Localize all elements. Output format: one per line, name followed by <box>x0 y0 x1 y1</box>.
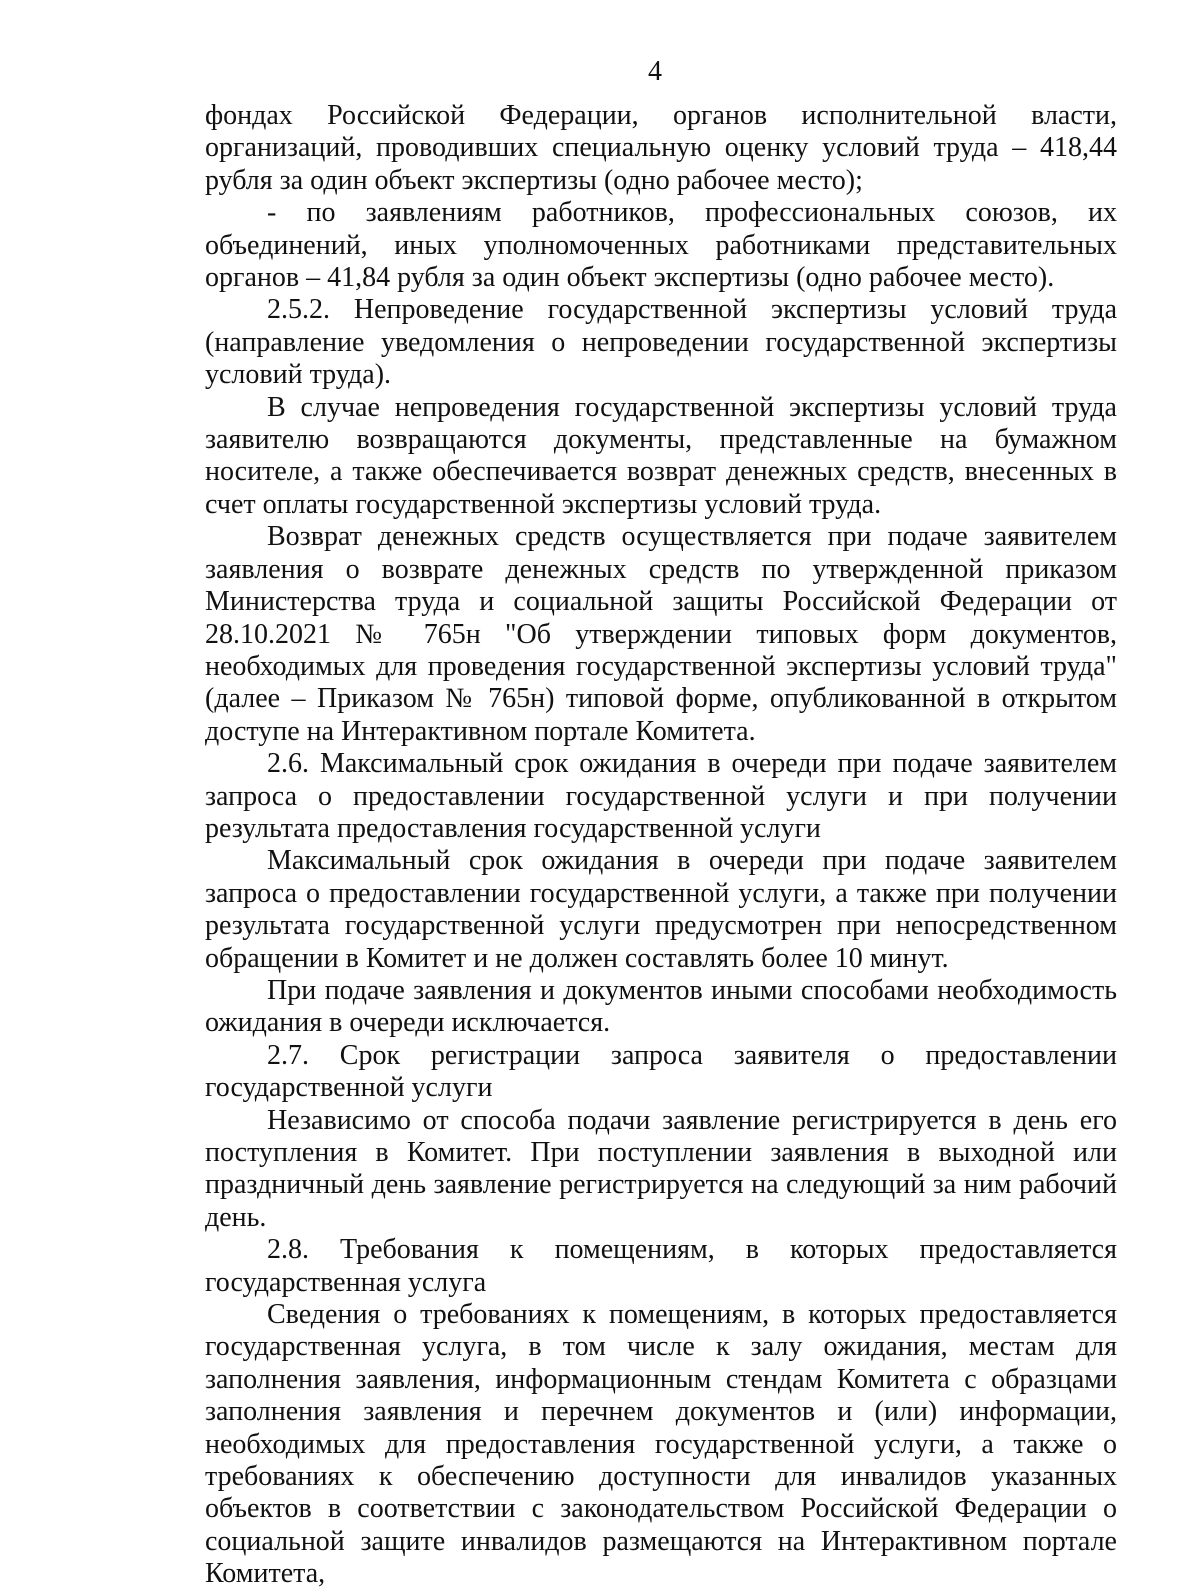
paragraph-other-methods: При подаче заявления и документов иными способами необходимость ожидания в очереди исключается. <box>205 974 1117 1039</box>
paragraph-refund: Возврат денежных средств осуществляется при подаче заявителем заявления о возврате денежных средств по утвержденной приказом Министерства труда и социальной защиты Российской Федерации от 28.10.2021 № 765н "Об утверждении типовых форм документов, необходимых для проведения государственной экспертизы условий труда" (далее – Приказом № 765н) типовой форме, опубликованной в открытом доступе на Интерактивном портале Комитета. <box>205 521 1117 747</box>
page-number: 4 <box>648 56 662 87</box>
section-heading-2-8: 2.8. Требования к помещениям, в которых предоставляется государственная услуга <box>205 1234 1117 1298</box>
section-heading-2-7: 2.7. Срок регистрации запроса заявителя о предоставлении государственной услуги <box>205 1039 1117 1104</box>
document-body <box>205 100 1117 1591</box>
paragraph-non-performance: В случае непроведения государственной экспертизы условий труда заявителю возвращаются документы, представленные на бумажном носителе, а также обеспечивается возврат денежных средств, внесенных в счет оплаты государственной экспертизы условий труда. <box>205 391 1117 520</box>
paragraph-queue-time: Максимальный срок ожидания в очереди при подаче заявителем запроса о предоставлении государственной услуги, а также при получении результата государственной услуги предусмотрен при непосредственном обращении в Комитет и не должен составлять более 10 минут. <box>205 845 1117 974</box>
section-heading-2-5-2: 2.5.2. Непроведение государственной экспертизы условий труда (направление уведомления о непроведении государственной экспертизы условий труда). <box>205 294 1117 391</box>
paragraph-premises-requirements: Сведения о требованиях к помещениям, в которых предоставляется государственная услуга, в том числе к залу ожидания, местам для заполнения заявления, информационным стендам Комитета с образцами заполнения заявления и перечнем документов и (или) информации, необходимых для предоставления государственной услуги, а также о требованиях к обеспечению доступности для инвалидов указанных объектов в соответствии с законодательством Российской Федерации о социальной защите инвалидов размещаются на Интерактивном портале Комитета, <box>205 1299 1117 1590</box>
paragraph-fees-employees: - по заявлениям работников, профессиональных союзов, их объединений, иных уполномоченных работниками представительных органов – 41,84 рубля за один объект экспертизы (одно рабочее место). <box>205 197 1117 294</box>
section-heading-2-6: 2.6. Максимальный срок ожидания в очереди при подаче заявителем запроса о предоставлении государственной услуги и при получении результата предоставления государственной услуги <box>205 748 1117 844</box>
paragraph-fees-continuation: фондах Российской Федерации, органов исполнительной власти, организаций, проводивших специальную оценку условий труда – 418,44 рубля за один объект экспертизы (одно рабочее место); <box>205 100 1117 196</box>
paragraph-registration: Независимо от способа подачи заявление регистрируется в день его поступления в Комитет. При поступлении заявления в выходной или праздничный день заявление регистрируется на следующий за ним рабочий день. <box>205 1104 1117 1233</box>
